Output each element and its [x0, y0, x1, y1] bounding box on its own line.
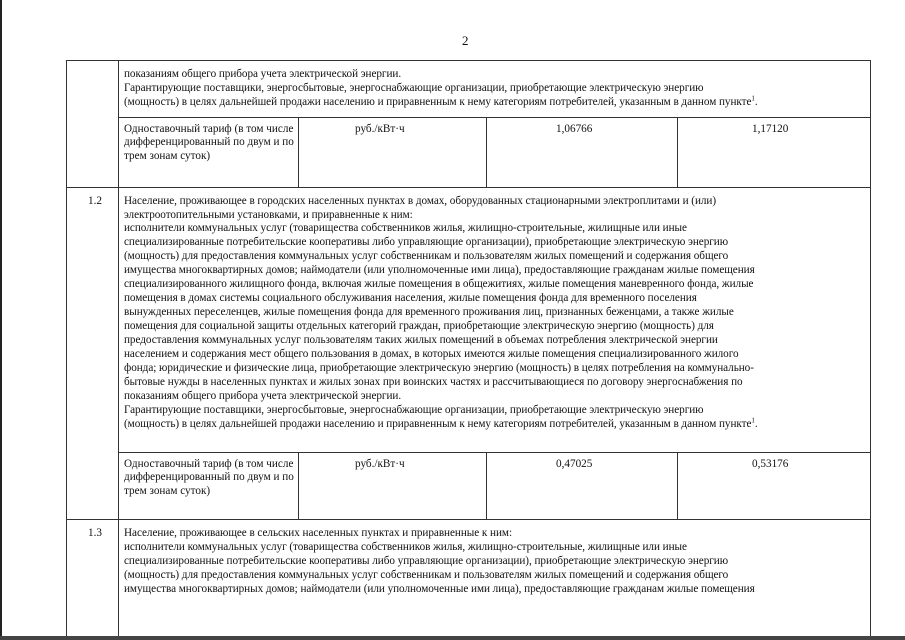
tariff-value2-1-1: 1,17120: [752, 123, 789, 135]
s12-line-7: помещения в домах системы социального обслуживания населения, жилые помещения фонда для временного поселения: [124, 292, 697, 304]
tariff-value1-1-2: 0,47025: [556, 458, 593, 470]
tariff-table-1-2-top: [118, 452, 870, 453]
s13-line-3: (мощность) для предоставления коммунальных услуг собственникам и пользователям жилых помещений и содержания общего: [124, 569, 729, 581]
s12-line-14: показаниям общего прибора учета электрической энергии.: [124, 390, 402, 402]
tariff-table-1-2-col-c: [677, 452, 678, 519]
s12-line-5: имущества многоквартирных домов; наймодатели (или уполномоченные ими лица), предоставляющие гражданам жилые помещения: [124, 264, 755, 276]
tariff-value1-1-1: 1,06766: [556, 123, 593, 135]
s12-line-12: фонда; юридические и физические лица, приобретающие электрическую энергию (мощность) в целях потребления на коммунально-: [124, 362, 754, 374]
tariff-table-1-1-col-b: [486, 117, 487, 187]
tariff-table-1-1-col-c: [677, 117, 678, 187]
s13-line-4: имущества многоквартирных домов; наймодатели (или уполномоченные ими лица), предоставляющие гражданам жилые помещения: [124, 583, 755, 595]
table-left-border: [66, 60, 67, 636]
s12-line-15: Гарантирующие поставщики, энергосбытовые, энергоснабжающие организации, приобретающие электрическую энергию: [124, 404, 704, 416]
number-column-border: [118, 60, 119, 636]
scan-bottom-edge: [0, 636, 905, 640]
tariff-unit-1-2: руб./кВт·ч: [355, 458, 405, 470]
tariff-table-1-2-col-b: [486, 452, 487, 519]
row-separator-1-3: [66, 519, 870, 520]
s11-line-0: показаниям общего прибора учета электрической энергии.: [124, 68, 402, 80]
tariff-table-1-2-col-a: [298, 452, 299, 519]
s12-line-1: электроотопительными установками, и приравненные к ним:: [124, 209, 413, 221]
s12-line-3: специализированные потребительские кооперативы либо управляющие организации), приобретающие электрическую энергию: [124, 236, 729, 248]
tariff-unit-1-1: руб./кВт·ч: [355, 123, 405, 135]
table-top-border: [66, 60, 870, 61]
s12-line-11: населением и содержания мест общего пользования в домах, в которых имеются жилые помещения специализированного жилого: [124, 348, 739, 360]
tariff-table-1-1-top: [118, 117, 870, 118]
s12-line-9: помещения для социальной защиты отдельных категорий граждан, приобретающие электрическую энергию (мощность) для: [124, 320, 714, 332]
s12-line-10: предоставления коммунальных услуг пользователям таких жилых помещений в объемах потребления электрической энергии: [124, 334, 718, 346]
row-number-1-3: 1.3: [88, 527, 102, 539]
tariff-table-1-1-col-a: [298, 117, 299, 187]
row-number-1-2: 1.2: [88, 195, 102, 207]
s13-line-1: исполнители коммунальных услуг (товарищества собственников жилья, жилищно-строительные, жилищные или иные: [124, 541, 687, 553]
tariff-name-1-1: Одноставочный тариф (в том числе дифференцированный по двум и по трем зонам суток): [124, 123, 294, 162]
s12-line-16: (мощность) в целях дальнейшей продажи населению и приравненным к нему категориям потребителей, указанным в данном пункте$^1$.: [124, 416, 758, 430]
s12-line-0: Население, проживающее в городских населенных пунктах в домах, оборудованных стационарными электроплитами и (или): [124, 195, 717, 207]
s12-line-8: вынужденных переселенцев, жилые помещения фонда для временного проживания лиц, признанных беженцами, а также жилые: [124, 306, 734, 318]
s11-line-1: Гарантирующие поставщики, энергосбытовые, энергоснабжающие организации, приобретающие электрическую энергию: [124, 82, 704, 94]
s13-line-2: специализированные потребительские кооперативы либо управляющие организации), приобретающие электрическую энергию: [124, 555, 729, 567]
s12-line-2: исполнители коммунальных услуг (товарищества собственников жилья, жилищно-строительные, жилищные или иные: [124, 222, 687, 234]
table-right-border: [870, 60, 871, 636]
s13-line-0: Население, проживающее в сельских населенных пунктах и приравненные к ним:: [124, 527, 512, 539]
row-separator-1-2: [66, 187, 870, 188]
page-number: 2: [462, 33, 469, 48]
footnote-marker: 1: [751, 94, 755, 103]
s11-line-2: (мощность) в целях дальнейшей продажи населению и приравненным к нему категориям потребителей, указанным в данном пункте$^1$.: [124, 94, 758, 108]
tariff-value2-1-2: 0,53176: [752, 458, 789, 470]
tariff-name-1-2: Одноставочный тариф (в том числе дифференцированный по двум и по трем зонам суток): [124, 458, 294, 497]
s12-line-6: специализированного жилищного фонда, включая жилые помещения в общежитиях, жилые помещения маневренного фонда, жилые: [124, 278, 754, 290]
s12-line-4: (мощность) для предоставления коммунальных услуг собственникам и пользователям жилых помещений и содержания общего: [124, 250, 729, 262]
scan-left-edge: [0, 0, 2, 640]
footnote-marker: 1: [751, 416, 755, 425]
s12-line-13: бытовые нужды в населенных пунктах и жилых зонах при воинских частях и рассчитывающиеся по договору энергоснабжения по: [124, 376, 743, 388]
